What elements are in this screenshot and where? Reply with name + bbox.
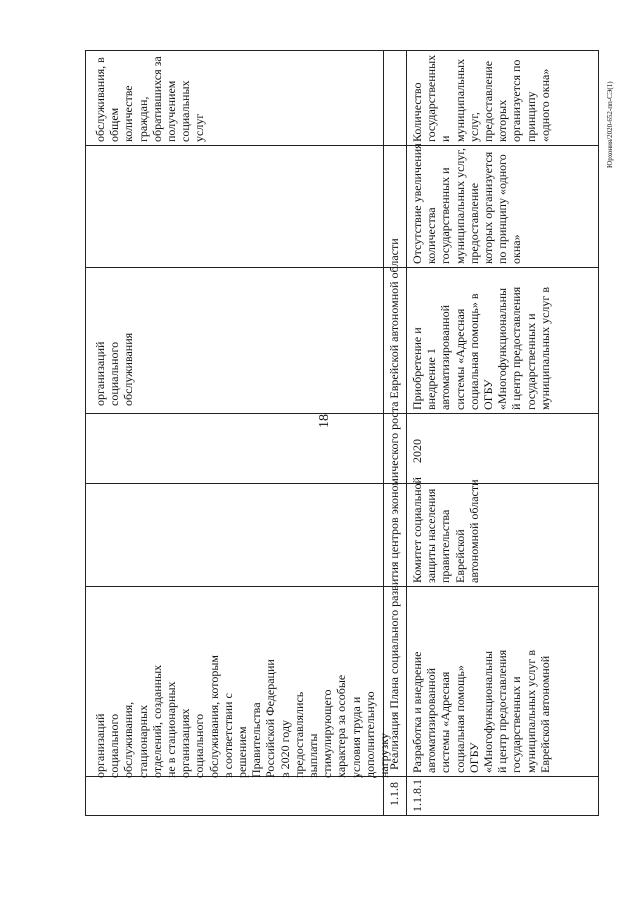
row-risk: Отсутствие увеличения количества государственных и муниципальных услуг, предоставление которых организуется по принципу «одного окна» bbox=[410, 143, 524, 264]
row-result: Приобретение и внедрение 1 автоматизированной системы «Адресная социальная помощь» в ОГБУ «Многофункциональны й центр предоставления государственных и муниципальных услуг в bbox=[410, 286, 552, 410]
section-title: Реализация Плана социального развития центров экономического роста Еврейской автономной области bbox=[387, 238, 401, 770]
table-bottom-border bbox=[85, 815, 599, 816]
number-col-divider bbox=[406, 776, 407, 816]
section-number: 1.1.8 bbox=[387, 782, 401, 806]
row-sep-section-end bbox=[406, 50, 407, 815]
table-left-border bbox=[85, 50, 86, 815]
row-measure: Разработка и внедрение автоматизированной системы «Адресная социальная помощь» ОГБУ «Многофункциональны й центр предоставления государственных и муниципальных услуг в Еврейской автономной bbox=[410, 649, 552, 773]
continued-indicator-text: обслуживания, в общем количестве граждан, обратившихся за получением социальных услуг bbox=[93, 56, 207, 142]
row-year: 2020 bbox=[410, 439, 424, 463]
col-sep-4 bbox=[85, 413, 599, 414]
table-right-border bbox=[598, 50, 599, 815]
col-sep-5 bbox=[85, 267, 599, 268]
row-number: 1.1.8.1 bbox=[410, 779, 424, 812]
table-top-border bbox=[85, 50, 599, 51]
row-responsible: Комитет социальной защиты населения правительства Еврейской автономной области bbox=[410, 477, 481, 583]
row-indicator: Количество государственных и муниципальных услуг, предоставление которых организуется по принципу «одного окна» bbox=[410, 54, 552, 142]
continued-measure-text: организаций социального обслуживания, стационарных отделений, созданных не в стационарных организациях социального обслуживания, которым в соответствии с решением Правительства Российской Федерации в 2020 году предоставлялись выплаты стимулирующего характера за особые условия труда и дополнительную нагрузку bbox=[93, 655, 392, 778]
footer-code: Юрхония/2020-652-пп-СЭ(1) bbox=[606, 81, 614, 168]
continued-result-text: организаций социального обслуживания bbox=[93, 332, 136, 406]
col-sep-2 bbox=[85, 586, 599, 587]
page-number: 18 bbox=[317, 414, 332, 428]
col-sep-3 bbox=[85, 483, 599, 484]
